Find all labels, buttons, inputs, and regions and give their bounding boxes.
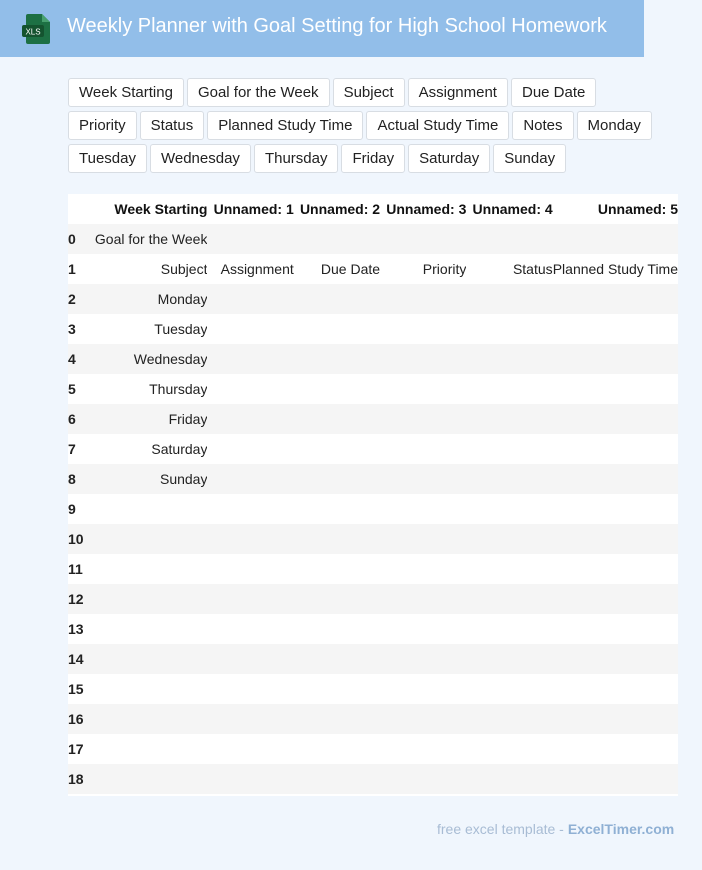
table-cell[interactable]	[207, 314, 293, 344]
table-cell[interactable]	[380, 704, 466, 734]
table-cell[interactable]	[553, 314, 678, 344]
table-cell[interactable]	[380, 554, 466, 584]
table-cell[interactable]	[84, 734, 208, 764]
table-cell[interactable]	[553, 284, 678, 314]
row-index: 15	[68, 681, 84, 697]
footer-text: free excel template -	[437, 821, 564, 837]
table-cell[interactable]: Due Date	[320, 261, 381, 277]
table-cell[interactable]	[294, 494, 380, 524]
table-cell[interactable]	[553, 374, 678, 404]
table-row	[68, 464, 678, 494]
table-cell[interactable]	[207, 614, 293, 644]
data-table	[68, 194, 678, 794]
table-cell[interactable]	[380, 674, 466, 704]
table-cell[interactable]	[294, 614, 380, 644]
table-cell[interactable]	[553, 704, 678, 734]
column-header[interactable]: Unnamed: 4	[472, 201, 553, 217]
table-cell[interactable]	[294, 404, 380, 434]
table-cell[interactable]: Saturday	[151, 441, 208, 457]
table-cell[interactable]	[84, 524, 208, 554]
table-cell[interactable]	[207, 404, 293, 434]
table-cell[interactable]	[380, 614, 466, 644]
row-index: 13	[68, 621, 84, 637]
table-cell[interactable]	[466, 224, 552, 254]
table-cell[interactable]	[380, 434, 466, 464]
row-index: 2	[68, 284, 84, 314]
column-chip[interactable]: Friday	[341, 144, 405, 173]
table-cell[interactable]	[466, 584, 552, 614]
table-cell[interactable]	[294, 284, 380, 314]
table-cell[interactable]: Monday	[84, 284, 208, 314]
column-chip[interactable]: Planned Study Time	[207, 111, 363, 140]
table-cell[interactable]	[207, 494, 293, 524]
table-cell[interactable]	[553, 674, 678, 704]
table-cell[interactable]	[294, 584, 380, 614]
table-cell[interactable]	[466, 734, 552, 764]
row-index: 6	[68, 404, 84, 434]
column-header[interactable]	[68, 194, 84, 224]
table-row	[68, 524, 678, 554]
column-chip[interactable]: Notes	[512, 111, 573, 140]
table-cell[interactable]	[294, 464, 380, 494]
table-row	[68, 434, 678, 464]
row-index: 5	[68, 381, 76, 397]
table-row	[68, 614, 678, 644]
column-chip[interactable]: Due Date	[511, 78, 596, 107]
table-cell[interactable]	[553, 224, 678, 254]
table-cell[interactable]	[466, 284, 552, 314]
table-row	[68, 404, 678, 434]
table-cell[interactable]	[84, 764, 208, 794]
table-cell[interactable]: Thursday	[149, 381, 208, 397]
table-cell[interactable]	[380, 404, 466, 434]
table-cell[interactable]	[207, 584, 293, 614]
column-chip-bar	[68, 78, 668, 173]
table-cell[interactable]	[553, 524, 678, 554]
table-cell[interactable]	[466, 344, 552, 374]
column-header[interactable]: Unnamed: 2	[299, 201, 381, 217]
row-index: 16	[68, 704, 84, 734]
table-row	[68, 554, 678, 584]
table-cell[interactable]	[294, 764, 380, 794]
table-cell[interactable]	[207, 554, 293, 584]
table-cell[interactable]	[207, 734, 293, 764]
table-cell[interactable]	[380, 524, 466, 554]
table-cell[interactable]	[207, 524, 293, 554]
table-cell[interactable]	[466, 464, 552, 494]
table-cell[interactable]	[466, 494, 552, 524]
table-cell[interactable]	[553, 494, 678, 524]
table-cell[interactable]	[294, 434, 380, 464]
footer-brand-link[interactable]: ExcelTimer.com	[567, 821, 675, 837]
table-cell[interactable]: Tuesday	[154, 321, 208, 337]
column-chip[interactable]: Wednesday	[150, 144, 251, 173]
table-cell[interactable]	[84, 614, 208, 644]
table-cell[interactable]	[84, 584, 208, 614]
table-cell[interactable]	[553, 584, 678, 614]
table-cell[interactable]	[466, 524, 552, 554]
table-cell[interactable]	[84, 644, 208, 674]
table-cell[interactable]: Priority	[422, 261, 467, 277]
column-chip[interactable]: Goal for the Week	[187, 78, 330, 107]
table-cell[interactable]	[380, 344, 466, 374]
table-cell[interactable]	[553, 614, 678, 644]
footer-credit	[437, 821, 674, 837]
row-index: 8	[68, 464, 84, 494]
table-cell[interactable]: Sunday	[84, 464, 208, 494]
column-chip[interactable]: Saturday	[408, 144, 490, 173]
column-chip[interactable]: Tuesday	[68, 144, 147, 173]
column-chip[interactable]: Week Starting	[68, 78, 184, 107]
row-index: 4	[68, 344, 84, 374]
table-cell[interactable]	[380, 644, 466, 674]
row-index: 12	[68, 584, 84, 614]
spreadsheet-preview	[68, 194, 678, 796]
table-cell[interactable]	[466, 704, 552, 734]
table-cell[interactable]	[380, 464, 466, 494]
table-cell[interactable]	[207, 344, 293, 374]
table-cell[interactable]	[553, 734, 678, 764]
xls-file-icon	[22, 14, 50, 44]
column-header[interactable]: Week Starting	[114, 201, 208, 217]
table-cell[interactable]: Wednesday	[84, 344, 208, 374]
table-cell[interactable]	[84, 674, 208, 704]
table-cell[interactable]	[294, 734, 380, 764]
row-index: 11	[68, 561, 83, 577]
table-cell[interactable]	[380, 494, 466, 524]
column-chip[interactable]: Priority	[68, 111, 137, 140]
table-cell[interactable]	[294, 674, 380, 704]
table-cell[interactable]	[380, 584, 466, 614]
table-cell[interactable]	[380, 284, 466, 314]
table-cell[interactable]: Subject	[160, 261, 208, 277]
column-header[interactable]: Unnamed: 3	[386, 201, 467, 217]
page-title: Weekly Planner with Goal Setting for High School Homework	[67, 15, 607, 37]
title-bar	[0, 0, 644, 57]
table-row	[68, 374, 678, 404]
table-cell[interactable]	[294, 644, 380, 674]
table-row	[68, 704, 678, 734]
table-cell[interactable]	[553, 554, 678, 584]
table-cell[interactable]	[553, 344, 678, 374]
table-cell[interactable]: Assignment	[220, 261, 294, 277]
table-cell[interactable]	[553, 464, 678, 494]
table-row	[68, 644, 678, 674]
table-cell[interactable]	[466, 434, 552, 464]
column-chip[interactable]: Thursday	[254, 144, 339, 173]
column-chip[interactable]: Monday	[577, 111, 652, 140]
table-cell[interactable]	[380, 734, 466, 764]
table-cell[interactable]	[294, 314, 380, 344]
column-chip[interactable]: Actual Study Time	[366, 111, 509, 140]
table-cell[interactable]	[380, 764, 466, 794]
column-chip[interactable]: Status	[140, 111, 205, 140]
table-cell[interactable]	[294, 374, 380, 404]
column-header[interactable]: Unnamed: 1	[213, 201, 294, 217]
table-cell[interactable]	[294, 554, 380, 584]
column-chip[interactable]: Subject	[333, 78, 405, 107]
table-cell[interactable]	[207, 464, 293, 494]
table-cell[interactable]	[466, 644, 552, 674]
table-row	[68, 314, 678, 344]
table-cell[interactable]	[84, 704, 208, 734]
row-index: 17	[68, 741, 84, 757]
table-row	[68, 344, 678, 374]
row-index: 14	[68, 644, 84, 674]
table-cell[interactable]	[207, 674, 293, 704]
table-cell[interactable]	[553, 404, 678, 434]
table-cell[interactable]	[207, 644, 293, 674]
xls-label: XLS	[25, 27, 41, 37]
table-cell[interactable]	[466, 374, 552, 404]
table-cell[interactable]	[466, 404, 552, 434]
table-cell[interactable]	[207, 704, 293, 734]
row-index: 0	[68, 224, 84, 254]
table-cell[interactable]	[207, 224, 293, 254]
table-row	[68, 254, 678, 284]
table-row	[68, 494, 678, 524]
table-cell[interactable]: Planned Study Time	[552, 261, 678, 277]
table-row	[68, 224, 678, 254]
table-row	[68, 734, 678, 764]
table-row	[68, 284, 678, 314]
table-cell[interactable]: Status	[512, 261, 553, 277]
column-header[interactable]: Unnamed: 5	[597, 201, 678, 217]
table-cell[interactable]	[380, 314, 466, 344]
row-index: 10	[68, 524, 84, 554]
row-index: 1	[68, 261, 76, 277]
row-index: 7	[68, 441, 76, 457]
table-cell[interactable]	[207, 284, 293, 314]
table-row	[68, 584, 678, 614]
table-cell[interactable]: Goal for the Week	[84, 224, 208, 254]
table-cell[interactable]	[466, 614, 552, 644]
table-cell[interactable]	[466, 314, 552, 344]
table-cell[interactable]	[553, 434, 678, 464]
table-cell[interactable]	[466, 764, 552, 794]
table-cell[interactable]	[294, 704, 380, 734]
column-chip[interactable]: Sunday	[493, 144, 566, 173]
row-index: 18	[68, 764, 84, 794]
table-cell[interactable]	[553, 764, 678, 794]
table-cell[interactable]	[294, 344, 380, 374]
table-cell[interactable]	[84, 494, 208, 524]
table-cell[interactable]	[207, 434, 293, 464]
table-cell[interactable]	[207, 764, 293, 794]
table-cell[interactable]: Friday	[84, 404, 208, 434]
table-row	[68, 764, 678, 794]
table-header-row	[68, 194, 678, 224]
table-cell[interactable]	[380, 224, 466, 254]
table-cell[interactable]	[84, 554, 208, 584]
column-chip[interactable]: Assignment	[408, 78, 508, 107]
table-cell[interactable]	[466, 554, 552, 584]
table-cell[interactable]	[294, 224, 380, 254]
table-cell[interactable]	[294, 524, 380, 554]
table-cell[interactable]	[466, 674, 552, 704]
table-cell[interactable]	[380, 374, 466, 404]
table-cell[interactable]	[553, 644, 678, 674]
row-index: 9	[68, 501, 76, 517]
table-row	[68, 674, 678, 704]
table-cell[interactable]	[207, 374, 293, 404]
row-index: 3	[68, 321, 76, 337]
